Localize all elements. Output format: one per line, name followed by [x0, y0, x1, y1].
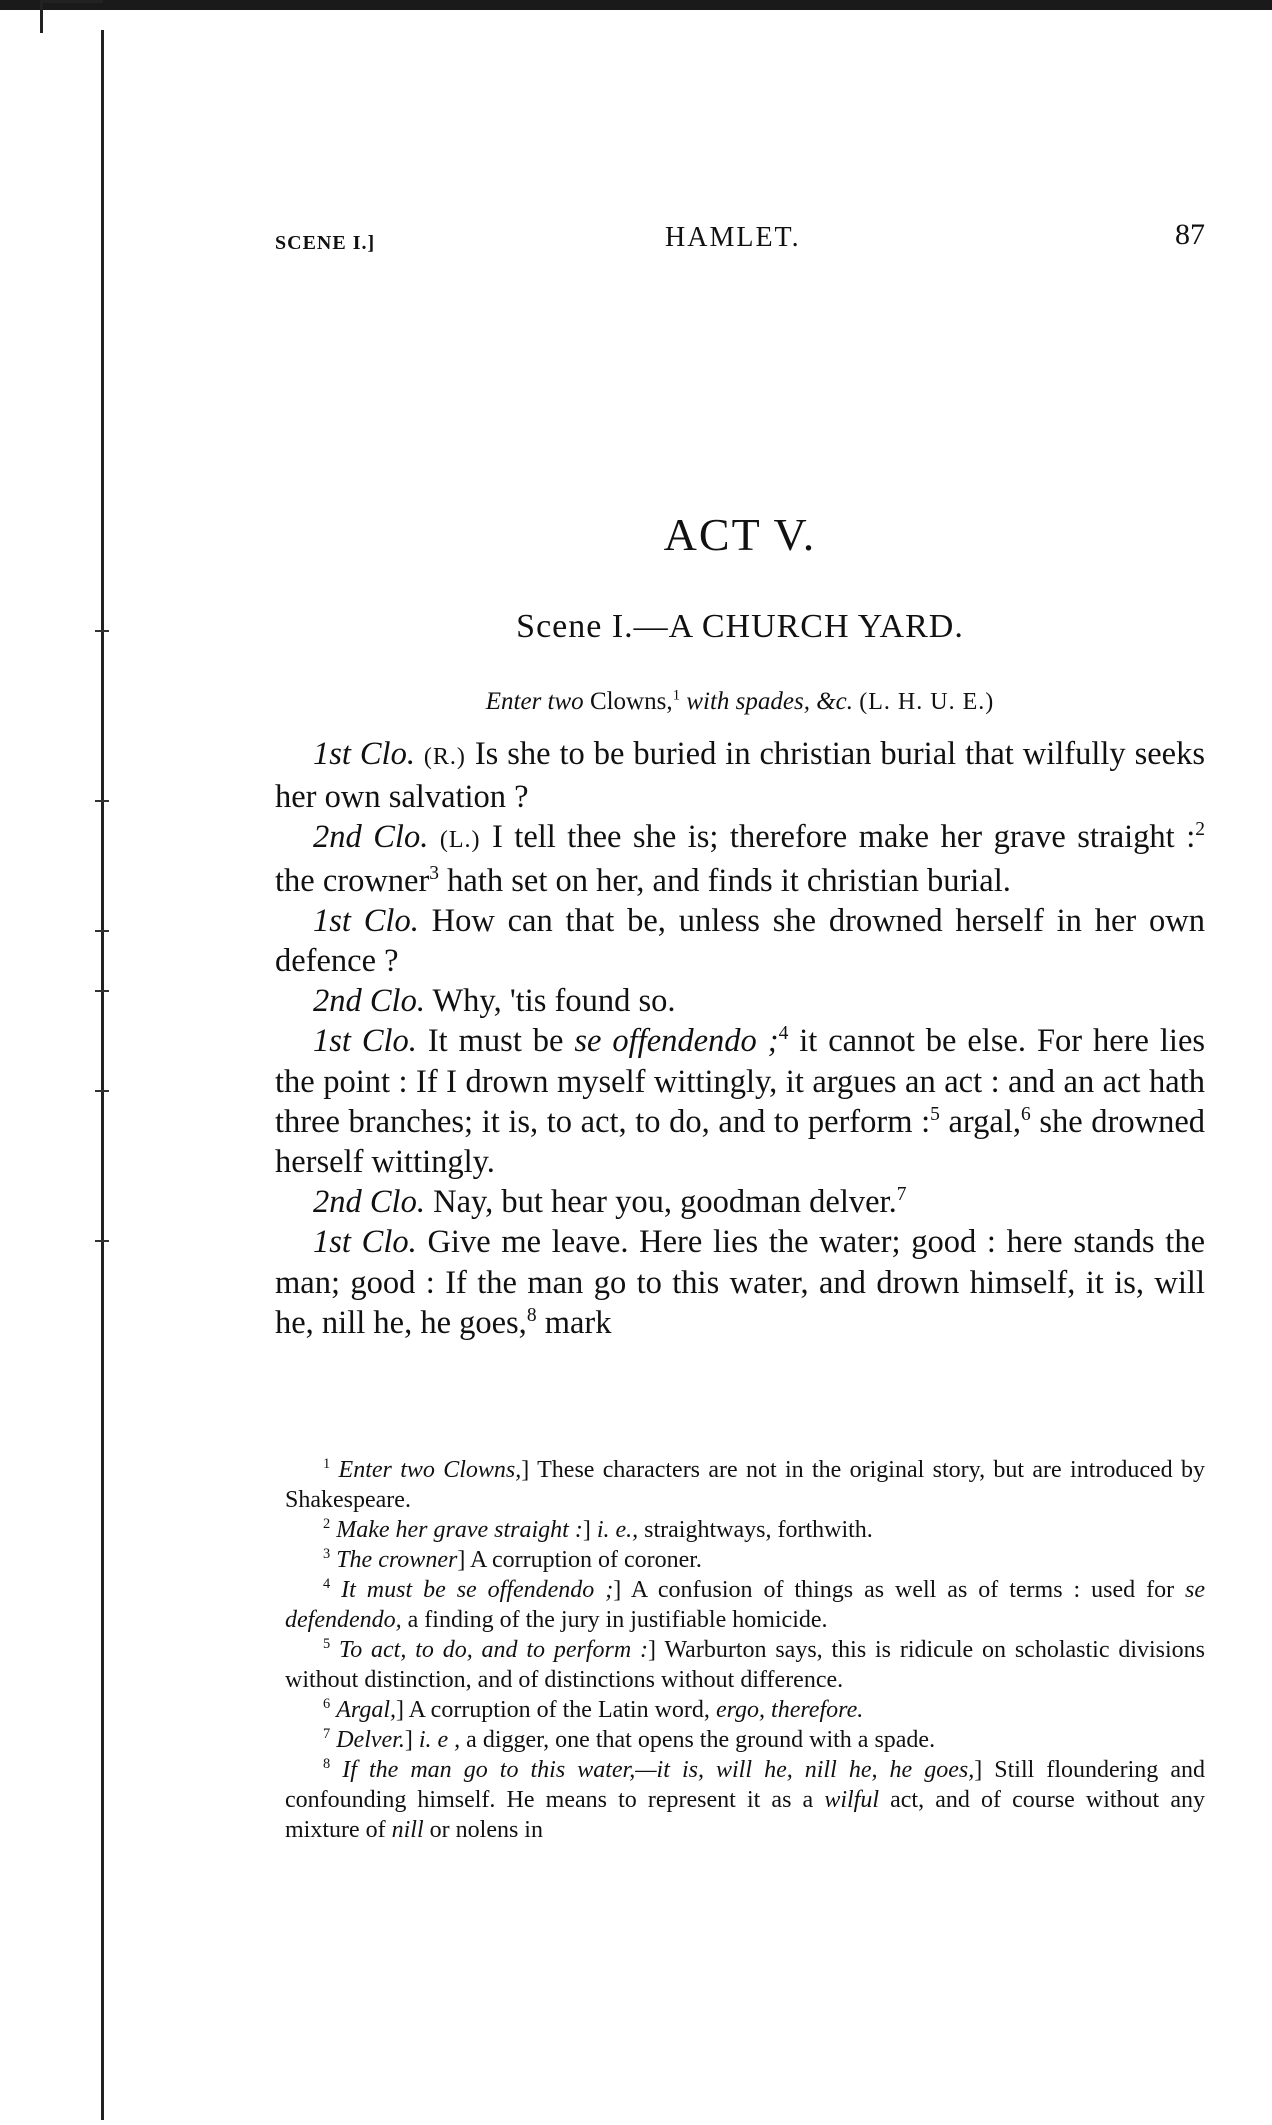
footnote-ref: 2 — [1195, 819, 1205, 841]
stage-direction-text: Enter two — [485, 688, 584, 715]
speech — [275, 1222, 1205, 1343]
gutter-tick — [95, 800, 109, 802]
speech — [275, 1182, 1205, 1222]
speech — [275, 981, 1205, 1021]
footnote-ref: 3 — [429, 862, 440, 884]
top-scan-edge — [0, 0, 1272, 10]
footnote: $^6$ Argal,] A corruption of the Latin word, ergo, therefore. — [323, 1696, 864, 1723]
speaker-name: 2nd Clo. — [313, 819, 429, 856]
text-run: Is she to be buried in christian burial that wilfully seeks her own salvation ? — [275, 736, 1206, 816]
italic-run: se offendendo ; — [574, 1023, 779, 1060]
footnote-lemma: The crowner — [336, 1547, 458, 1573]
text-run: Nay, but hear you, goodman delver. — [424, 1184, 897, 1221]
text-run: Why, 'tis found so. — [424, 983, 676, 1020]
text-run: act, and of course without any mixture of — [285, 1787, 1205, 1843]
footnote-lemma: To act, to do, and to perform : — [339, 1637, 649, 1663]
speech — [275, 817, 1205, 900]
italic-run: se defendendo, — [285, 1577, 1206, 1633]
speaker-name: 2nd Clo. — [313, 983, 425, 1020]
gutter-tick — [95, 990, 109, 992]
gutter-tick — [95, 930, 109, 932]
footnote-ref: 7 — [896, 1184, 907, 1206]
footnote-number: 7 — [323, 1726, 331, 1742]
speaker-name: 2nd Clo. — [313, 1184, 425, 1221]
speech — [275, 734, 1205, 817]
footnote-ref: 8 — [526, 1305, 537, 1327]
text-run: A corruption of coroner. — [465, 1547, 702, 1573]
dialogue — [275, 734, 1205, 1343]
footnote-number: 8 — [323, 1756, 331, 1772]
footnote-number: 3 — [323, 1546, 331, 1562]
text-run: I tell thee she is; therefore make her grave straight : — [480, 819, 1196, 856]
text-run: it cannot be else. For here lies the point : If I drown myself wittingly, it argues an act : and an act hath three branches; it is, to act, to do, and to perform : — [275, 1023, 1206, 1140]
footnote-lemma: Delver. — [336, 1727, 405, 1753]
text-run: A corruption of the Latin word, — [403, 1697, 716, 1723]
text-run: argal, — [939, 1103, 1021, 1140]
stage-direction-position: (L.) — [439, 827, 481, 854]
text-run: the crowner — [275, 862, 430, 899]
text-run: Still floundering and confounding himself. He means to represent it as a — [285, 1757, 1206, 1813]
footnote: $^8$ If the man go to this water,—it is, will he, nill he, he goes,] Still floundering and confounding himself. He means to represent it as a wilful act, and of course without any mixture of nill or nolens in — [285, 1756, 1206, 1843]
speaker-name: 1st Clo. — [313, 902, 419, 939]
speaker-name: 1st Clo. — [313, 1023, 417, 1060]
gutter-tick — [95, 630, 109, 632]
text-run: or nolens in — [423, 1817, 543, 1843]
footnote-ref: 5 — [930, 1104, 940, 1125]
text-run: Give me leave. Here lies the water; good : here stands the man; good : If the man go to this water, and drown himself, it is, will he, nill he, he goes, — [275, 1224, 1205, 1341]
footnote-lemma: Enter two Clowns, — [338, 1457, 522, 1483]
binding-gutter — [95, 30, 109, 2120]
running-head-title: HAMLET. — [665, 222, 801, 253]
scan-corner-mark — [40, 0, 103, 33]
scene-heading: Scene I.—A CHURCH YARD. — [516, 608, 964, 645]
footnote-ref: 1 — [672, 687, 681, 704]
footnote: $^4$ It must be se offendendo ;] A confusion of things as well as of terms : used for se defendendo, a finding of the jury in justifiable homicide. — [285, 1576, 1206, 1633]
text-run: A confusion of things as well as of terms : used for — [621, 1577, 1186, 1603]
page-number: 87 — [1175, 218, 1205, 251]
text-run: How can that be, unless she drowned herself in her own defence ? — [275, 902, 1205, 980]
stage-direction-position: (R.) — [423, 744, 466, 770]
footnote-ref: 4 — [778, 1023, 789, 1045]
text-run: a digger, one that opens the ground with a spade. — [460, 1727, 936, 1753]
footnote-number: 4 — [323, 1576, 331, 1592]
footnote-number: 2 — [323, 1516, 331, 1532]
footnote-lemma: It must be se offendendo ; — [341, 1577, 614, 1603]
act-heading: ACT V. — [663, 509, 817, 560]
speaker-name: 1st Clo. — [313, 736, 415, 772]
text-run: These characters are not in the original story, but are introduced by Shakespeare. — [285, 1457, 1205, 1513]
footnote-number: 5 — [323, 1636, 331, 1652]
italic-run: ergo, therefore. — [715, 1697, 864, 1723]
text-run: hath set on her, and finds it christian burial. — [439, 862, 1011, 899]
footnote: $^5$ To act, to do, and to perform :] Warburton says, this is ridicule on scholastic divisions without distinction, and of distinctions without difference. — [285, 1636, 1205, 1693]
footnote: $^7$ Delver.] i. e , a digger, one that opens the ground with a spade. — [323, 1726, 936, 1753]
footnotes — [285, 1455, 1205, 1845]
footnote-number: 1 — [323, 1456, 331, 1472]
text-run: It must be — [416, 1023, 575, 1060]
text-run: she drowned herself wittingly. — [275, 1103, 1206, 1181]
stage-direction — [275, 688, 1205, 716]
footnote-number: 6 — [323, 1696, 331, 1712]
speech — [275, 1021, 1205, 1182]
stage-direction-text: with spades, &c. — [686, 688, 854, 715]
stage-direction-position: (L. H. U. E.) — [859, 689, 995, 715]
gutter-tick — [95, 1240, 109, 1242]
footnote-lemma: If the man go to this water,—it is, will he, nill he, he goes, — [342, 1757, 975, 1783]
footnote-lemma: Argal, — [336, 1697, 396, 1723]
footnote: $^3$ The crowner] A corruption of coroner. — [323, 1546, 702, 1573]
stage-direction-clowns: Clowns, — [589, 688, 673, 715]
text-run: Warburton says, this is ridicule on scholastic divisions without distinction, and of distinctions without difference. — [285, 1637, 1205, 1693]
text-run: straightways, forthwith. — [638, 1517, 873, 1543]
footnote: $^1$ Enter two Clowns,] These characters are not in the original story, but are introduced by Shakespeare. — [285, 1456, 1205, 1513]
footnote-ref: 6 — [1021, 1104, 1031, 1125]
text-run: a finding of the jury in justifiable homicide. — [401, 1607, 828, 1633]
italic-run: i. e , — [418, 1727, 461, 1753]
running-head-scene: SCENE I.] — [275, 232, 376, 254]
italic-run: wilful — [824, 1787, 879, 1813]
footnote: $^2$ Make her grave straight :] i. e., straightways, forthwith. — [323, 1516, 873, 1543]
text-run: mark — [536, 1304, 612, 1341]
gutter-line — [101, 30, 104, 2120]
italic-run: nill — [391, 1817, 424, 1843]
gutter-tick — [95, 1090, 109, 1092]
speaker-name: 1st Clo. — [313, 1224, 417, 1261]
footnote-lemma: Make her grave straight : — [336, 1517, 583, 1543]
running-head — [275, 218, 1205, 262]
italic-run: i. e., — [596, 1517, 639, 1543]
speech — [275, 901, 1205, 981]
